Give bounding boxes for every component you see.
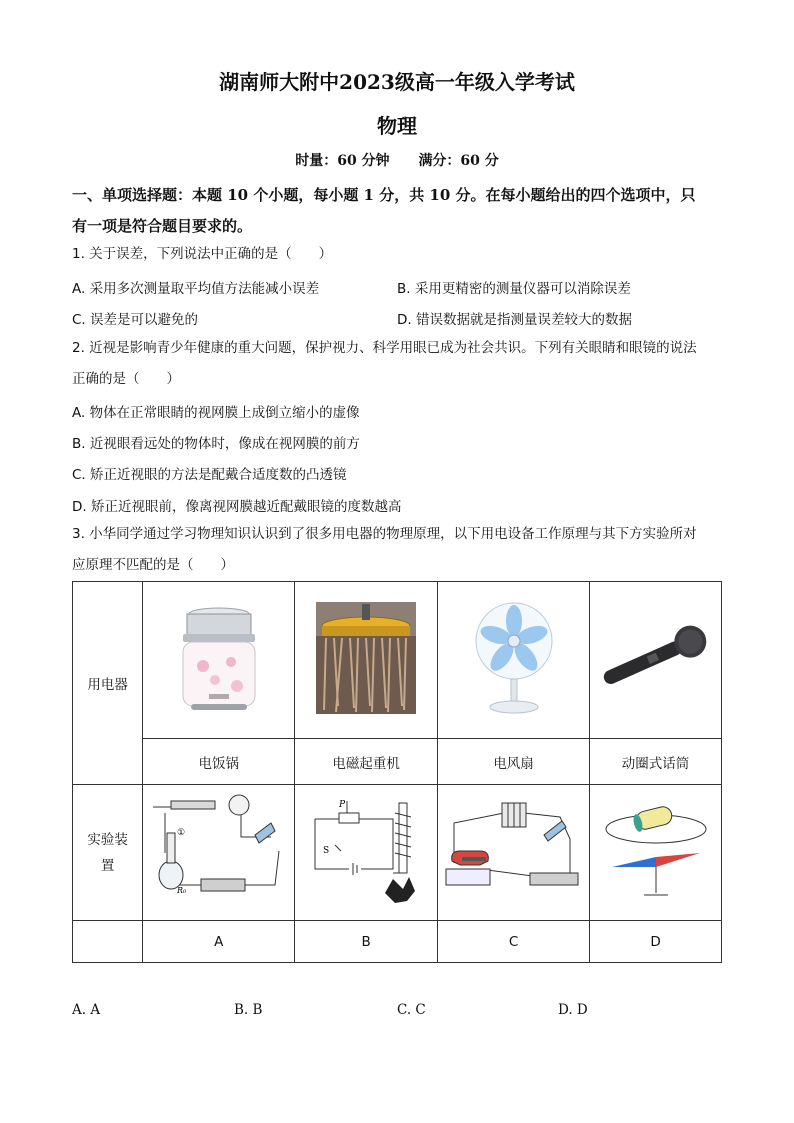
appliance-name-4: 动圈式话筒 — [590, 739, 722, 785]
experiment-letter-d: D — [590, 921, 722, 963]
score-label: 满分：60 分 — [418, 153, 499, 169]
appliance-name-1: 电饭锅 — [143, 739, 295, 785]
experiment-diagram-row — [73, 785, 722, 921]
time-label: 时量：60 分钟 — [295, 153, 390, 169]
electromagnetic-crane-image — [295, 582, 438, 739]
exam-subject: 物理 — [377, 114, 417, 138]
experiment-letter-b: B — [295, 921, 438, 963]
q2-stem-line2: 正确的是（ ） — [72, 371, 180, 387]
q1-option-c: C. 误差是可以避免的 — [72, 312, 199, 328]
section-heading-line2: 有一项是符合题目要求的。 — [72, 217, 253, 235]
q1-stem: 1. 关于误差，下列说法中正确的是（ ） — [72, 246, 333, 262]
rice-cooker-image — [143, 582, 295, 739]
q3-answer-b: B. B — [234, 1002, 263, 1018]
q2-option-a: A. 物体在正常眼睛的视网膜上成倒立缩小的虚像 — [72, 405, 360, 421]
q2-stem-line1: 2. 近视是影响青少年健康的重大问题，保护视力、科学用眼已成为社会共识。下列有关眼睛和眼镜的说法 — [72, 340, 697, 356]
experiment-b-mark-s: S — [323, 845, 330, 856]
experiment-letter-c: C — [438, 921, 590, 963]
q3-stem-line1: 3. 小华同学通过学习物理知识认识到了很多用电器的物理原理，以下用电设备工作原理与其下方实验所对 — [72, 526, 697, 542]
microphone-image — [590, 582, 722, 739]
q3-table — [72, 581, 722, 963]
appliance-row-label: 用电器 — [73, 582, 143, 785]
experiment-row-label: 实验装置 — [73, 785, 143, 921]
electric-fan-image — [438, 582, 590, 739]
q3-answer-a: A. A — [72, 1002, 101, 1018]
q1-option-d: D. 错误数据就是指测量误差较大的数据 — [397, 312, 632, 328]
section-heading — [72, 180, 732, 242]
experiment-a-diagram — [143, 785, 295, 921]
q2-option-c: C. 矫正近视眼的方法是配戴合适度数的凸透镜 — [72, 467, 347, 483]
appliance-image-row — [73, 582, 722, 739]
experiment-b-diagram — [295, 785, 438, 921]
q3-answer-d: D. D — [558, 1002, 588, 1018]
appliance-name-3: 电风扇 — [438, 739, 590, 785]
experiment-b-mark-p: P — [339, 799, 346, 810]
section-heading-line1: 一、单项选择题：本题 10 个小题，每小题 1 分，共 10 分。在每小题给出的四个选项中，只 — [72, 186, 696, 204]
experiment-c-diagram — [438, 785, 590, 921]
exam-meta — [0, 150, 794, 170]
experiment-a-mark-1: ① — [176, 827, 185, 838]
q2-option-d: D. 矫正近视眼前，像离视网膜越近配戴眼镜的度数越高 — [72, 499, 402, 515]
exam-title: 湖南师大附中2023级高一年级入学考试 — [219, 70, 575, 94]
q3-answer-c: C. C — [397, 1002, 426, 1018]
q1-option-b: B. 采用更精密的测量仪器可以消除误差 — [397, 281, 631, 297]
q3-stem-line2: 应原理不匹配的是（ ） — [72, 557, 234, 573]
appliance-name-row — [73, 739, 722, 785]
experiment-letter-a: A — [143, 921, 295, 963]
experiment-d-diagram — [590, 785, 722, 921]
experiment-a-mark-r0: R₀ — [176, 885, 186, 895]
experiment-letter-row — [73, 921, 722, 963]
q2-option-b: B. 近视眼看远处的物体时，像成在视网膜的前方 — [72, 436, 360, 452]
appliance-name-2: 电磁起重机 — [295, 739, 438, 785]
q1-option-a: A. 采用多次测量取平均值方法能减小误差 — [72, 281, 320, 297]
